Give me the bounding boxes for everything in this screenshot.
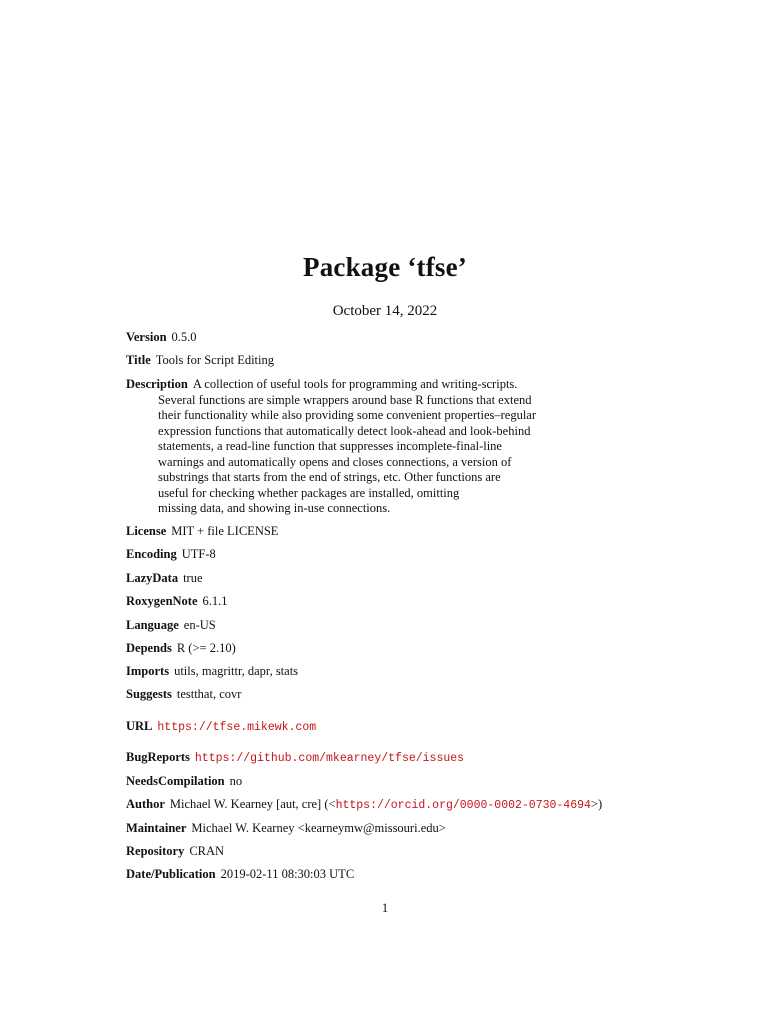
field-label: Language [126,618,179,632]
field-label: Author [126,797,165,811]
description-line: substrings that starts from the end of strings, etc. Other functions are [158,470,501,484]
field-label: License [126,524,167,538]
field-datepublication [126,867,354,883]
description-line: useful for checking whether packages are installed, omitting [158,485,460,500]
field-label: Suggests [126,687,172,701]
field-value: Tools for Script Editing [155,353,274,367]
field-label: NeedsCompilation [126,774,225,788]
field-bugreports [126,750,464,767]
description-body [158,393,536,517]
field-value: no [229,774,243,788]
field-label: URL [126,719,153,733]
field-value: true [183,571,203,585]
field-value: UTF-8 [181,547,216,561]
field-value: MIT + file LICENSE [171,524,279,538]
description-line: their functionality while also providing some convenient properties–regular [158,408,537,422]
description-line: expression functions that automatically detect look-ahead and look-behind [158,423,531,438]
field-value: CRAN [189,844,225,858]
field-author [126,797,602,814]
maintainer-email: kearneymw@missouri.edu [304,821,439,835]
field-description [126,377,536,517]
field-label: RoxygenNote [126,594,198,608]
bugreports-link[interactable]: https://github.com/mkearney/tfse/issues [194,752,465,765]
field-value: en-US [183,618,216,632]
field-value: R (>= 2.10) [176,641,236,655]
field-depends [126,641,236,657]
author-name: Michael W. Kearney [aut, cre] (< [169,797,336,811]
field-label: Description [126,377,188,391]
description-first-line: A collection of useful tools for programming and writing-scripts. [192,377,518,391]
field-label: BugReports [126,750,190,764]
field-suggests [126,687,241,703]
field-value: 2019-02-11 08:30:03 UTC [220,867,355,881]
field-label: Encoding [126,547,177,561]
field-label: LazyData [126,571,179,585]
field-label: Repository [126,844,185,858]
field-label: Title [126,353,151,367]
field-language [126,618,216,634]
page-title: Package ‘tfse’ [303,252,467,282]
field-title [126,353,274,369]
field-imports [126,664,298,680]
field-value: testthat, covr [176,687,242,701]
maintainer-suffix: > [438,821,446,835]
field-value: 0.5.0 [171,330,197,344]
field-label: Date/Publication [126,867,216,881]
field-value: 6.1.1 [202,594,228,608]
field-label: Version [126,330,167,344]
field-repository [126,844,224,860]
field-value: utils, magrittr, dapr, stats [174,664,299,678]
url-link[interactable]: https://tfse.mikewk.com [157,721,317,734]
field-roxygennote [126,594,228,610]
field-lazydata [126,571,203,587]
description-line: warnings and automatically opens and closes connections, a version of [158,454,512,469]
description-line: statements, a read-line function that suppresses incomplete-final-line [158,439,502,453]
orcid-link[interactable]: https://orcid.org/0000-0002-0730-4694 [335,799,591,812]
author-suffix: >) [590,797,603,811]
field-needscompilation [126,774,242,790]
field-version [126,330,197,346]
field-encoding [126,547,216,563]
field-maintainer [126,821,446,837]
page-number: 1 [381,901,389,915]
field-label: Imports [126,664,170,678]
field-url [126,719,316,736]
description-line: Several functions are simple wrappers around base R functions that extend [158,392,532,407]
field-license [126,524,278,540]
document-date: October 14, 2022 [332,303,438,319]
maintainer-name: Michael W. Kearney < [191,821,305,835]
field-label: Depends [126,641,172,655]
description-line: missing data, and showing in-use connections. [158,501,391,515]
field-label: Maintainer [126,821,187,835]
